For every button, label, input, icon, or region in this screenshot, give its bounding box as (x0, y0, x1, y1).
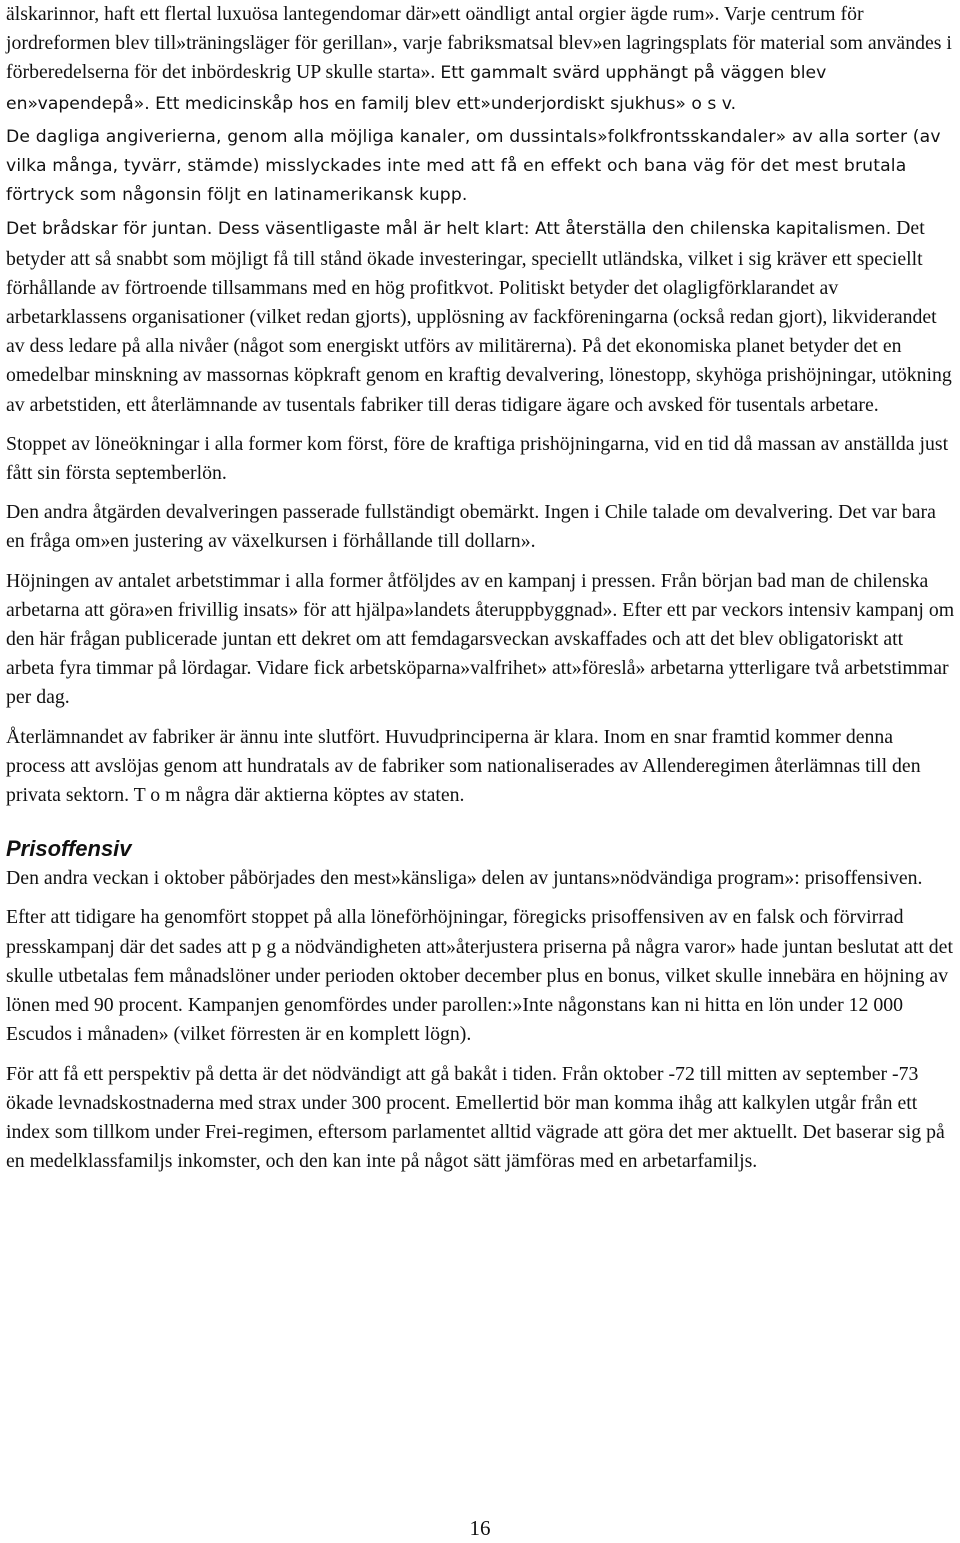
document-page (6, 0, 956, 1176)
paragraph-reform (6, 0, 956, 119)
paragraph-wage-freeze: Stoppet av löneökningar i alla former kom först, före de kraftiga prishöjningarna, vid en tid då massan av anställda just fått sin första septemberlön. (6, 432, 949, 485)
paragraph-price-campaign: Efter att tidigare ha genomfört stoppet på alla löneförhöjningar, föregicks prisoffensiven av en falsk och förvirrad presskampanj där det sades att p g a nödvändigheten att»återjustera priserna på några varor» hade juntan beslutat att det skulle utbetalas fem månadslöner under perioden oktober december plus en bonus, vilket skulle innebära en höjning av lönen med 90 procent. Kampanjen genomfördes under parollen:»Inte någonstans kan ni hitta en lön under 12 000 Escudos i månaden» (vilket förresten är en komplett lögn). (6, 906, 953, 1046)
section-heading: Prisoffensiv (6, 836, 132, 862)
paragraph-denunciations: De dagliga angiverierna, genom alla möjliga kanaler, om dussintals»folkfrontsskandaler» av alla sorter (av vilka många, tyvärr, stämde) misslyckades inte med att få en effekt och bana väg för det mest brutala förtryck som någonsin följt en latinamerikansk kupp. (6, 126, 941, 206)
paragraph-factory-return: Återlämnandet av fabriker är ännu inte slutfört. Huvudprinciperna är klara. Inom en snar framtid kommer denna process att avslöjas genom att hundratals av de fabriker som nationaliserades av Allenderegimen återlämnas till den privata sektorn. T o m några där aktierna köptes av staten. (6, 725, 921, 807)
paragraph-reform-sans-text: Ett gammalt svärd upphängt på väggen blev en»vapendepå». Ett medicinskåp hos en familj blev ett»underjordiskt sjukhus» o s v. (6, 63, 827, 114)
paragraph-price-offensive-intro: Den andra veckan i oktober påbörjades den mest»känsliga» delen av juntans»nödvändiga program»: prisoffensiven. (6, 867, 923, 890)
page-number: 16 (469, 1516, 491, 1540)
paragraph-perspective: För att få ett perspektiv på detta är det nödvändigt att gå bakåt i tiden. Från oktober -72 till mitten av september -73 ökade levnadskostnaderna med strax under 300 procent. Emellertid bör man komma ihåg att kalkylen utgår från ett index som tillkom under Frei-regimen, eftersom parlamentet alltid vägrade att göra det mer aktuellt. Det baserar sig på en medelklassfamiljs inkomster, och den kan inte på något sätt jämföras med en arbetarfamiljs. (6, 1062, 945, 1173)
paragraph-junta-goals (6, 214, 956, 419)
paragraph-working-hours: Höjningen av antalet arbetstimmar i alla former åtföljdes av en kampanj i pressen. Från början bad man de chilenska arbetarna att göra»en frivillig insats» för att hjälpa»landets återuppbyggnad». Efter ett par veckors intensiv kampanj om den här frågan publicerade juntan ett dekret om att femdagarsveckan avskaffades och att det blev obligatoriskt att arbeta fyra timmar på lördagar. Vidare fick arbetsköparna»valfrihet» att»föreslå» arbetarna ytterligare två arbetstimmar per dag. (6, 569, 955, 709)
paragraph-junta-goals-sans-text: Det brådskar för juntan. Dess väsentligaste mål är helt klart: Att återställa den chilenska kapitalismen. (6, 219, 892, 240)
paragraph-junta-goals-serif-text: Det betyder att så snabbt som möjligt få till stånd ökade investeringar, speciellt utländska, vilket i sig kräver ett speciellt förhållande av förtroende tillsammans med en hög profitkvot. Politiskt betyder det olagligförklarandet av arbetarklassens organisationer (vilket redan gjorts), upplösning av fackföreningarna (också redan gjort), likviderandet av dess ledare på alla nivåer (något som energiskt utförs av militärerna). På det ekonomiska planet betyder det en omedelbar minskning av massornas köpkraft genom en kraftig devalvering, lönestopp, skyhöga prishöjningar, utökning av arbetstiden, ett återlämnande av tusentals fabriker till deras tidigare ägare och avsked för tusentals arbetare. (6, 217, 952, 416)
paragraph-reform-serif-text: älskarinnor, haft ett flertal luxuösa lantegendomar där»ett oändligt antal orgier ägde rum». Varje centrum för jordreformen blev till»träningsläger för gerillan», varje fabriksmatsal blev»en lagringsplats för material som användes i förberedelserna för det inbördeskrig UP skulle starta». (6, 3, 952, 84)
paragraph-devaluation: Den andra åtgärden devalveringen passerade fullständigt obemärkt. Ingen i Chile talade om devalvering. Det var bara en fråga om»en justering av växelkursen i förhållande till dollarn». (6, 501, 936, 553)
